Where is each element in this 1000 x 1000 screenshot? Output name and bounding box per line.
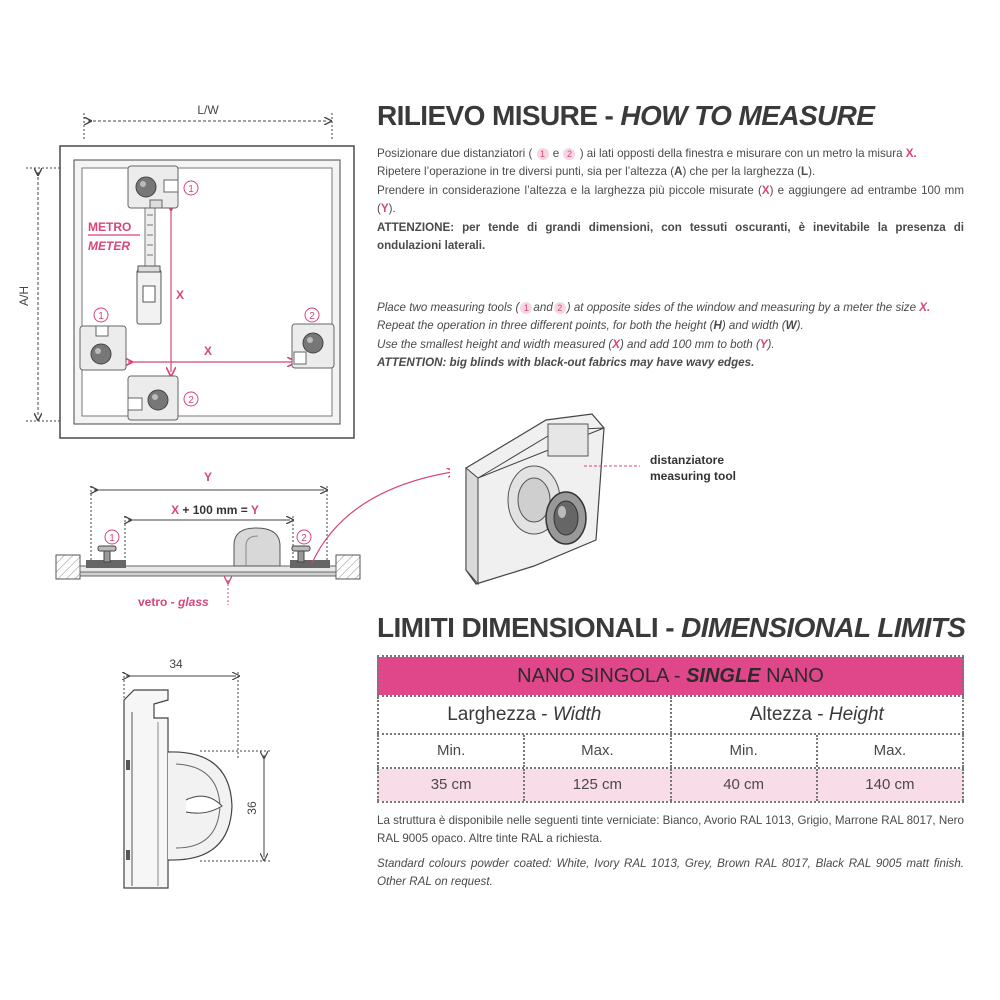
circle-1-icon: 1 [537,148,549,160]
dimensional-limits-table [377,655,964,803]
it-paragraph-1: Posizionare due distanziatori ( 1 e 2 ) ai lati opposti della finestra e misurare con un metro la misura X. [377,147,917,160]
table-header-cell: Max. [816,735,964,767]
y-label: Y [203,470,213,484]
en-paragraph-2: Repeat the operation in three different points, for both the height (H) and width (W). [377,319,804,333]
meter-label: METER [88,239,130,253]
section1-italian-text [377,145,964,255]
svg-text:2: 2 [309,311,315,322]
table-header-row [377,733,964,767]
svg-text:1: 1 [188,184,194,195]
en-paragraph-4: ATTENTION: big blinds with black-out fabrics may have wavy edges. [377,356,755,370]
svg-text:2: 2 [301,533,307,544]
table-row [377,767,964,803]
table-header-cell: Max. [523,735,669,767]
profile-height-label: 36 [245,801,259,815]
profile-width-label: 34 [169,657,183,671]
profile-drawing [100,650,300,900]
circle-2-right [305,308,319,322]
width-group-header: Larghezza - Width [377,697,670,733]
lw-label: L/W [197,103,219,117]
window-measure-diagram [0,0,370,450]
svg-text:1: 1 [98,311,104,322]
formula-label: X + 100 mm = Y [171,503,259,517]
table-cell: 40 cm [670,769,816,801]
glass-label: vetro - glass [138,595,209,609]
it-paragraph-2: Ripetere l’operazione in tre diversi punti, sia per l’altezza (A) che per la larghezza (L). [377,165,816,179]
section1-english-text [377,299,964,373]
section1-title: RILIEVO MISURE - HOW TO MEASURE [377,100,875,131]
height-group-header: Altezza - Height [670,697,965,733]
circle-1-icon: 1 [520,302,532,314]
tool-right [292,324,334,368]
table-title-row [377,655,964,695]
table-title: NANO SINGOLA - SINGLE NANO [377,657,964,695]
x-vertical-label: X [176,288,185,302]
it-paragraph-3: Prendere in considerazione l’altezza e la larghezza più piccole misurate (X) e aggiungere ad entrambe 100 mm (Y). [377,183,964,216]
en-paragraph-1: Place two measuring tools ( 1 and 2 ) at opposite sides of the window and measuring by a meter the size X. [377,301,931,314]
x-horizontal-label: X [204,344,213,358]
en-paragraph-3: Use the smallest height and width measured (X) and add 100 mm to both (Y). [377,337,775,351]
tool-top [128,166,178,208]
table-header-cell: Min. [377,735,523,767]
measuring-tool-illustration [450,400,660,600]
ah-label: A/H [17,285,31,307]
metro-label: METRO [88,220,132,234]
table-cell: 125 cm [523,769,669,801]
section2-title: LIMITI DIMENSIONALI - DIMENSIONAL LIMITS [377,612,966,643]
section-circle-1 [105,530,119,544]
svg-text:1: 1 [109,533,115,544]
tool-left [80,326,126,370]
table-cell: 35 cm [377,769,523,801]
svg-text:2: 2 [188,395,194,406]
circle-2-bottom [184,392,198,406]
circle-2-icon: 2 [563,148,575,160]
section-circle-2 [297,530,311,544]
tool-label: distanziatore measuring tool [650,453,737,483]
cross-section-diagram [0,450,450,620]
footer-italian-text: La struttura è disponibile nelle seguenti tinte verniciate: Bianco, Avorio RAL 1013, Grigio, Marrone RAL 8017, Nero RAL 9005 opaco. Altre tinte RAL a richiesta. [377,814,964,846]
table-cell: 140 cm [816,769,964,801]
footer-english-text: Standard colours powder coated: White, Ivory RAL 1013, Grey, Brown RAL 8017, Black RAL 9005 matt finish. Other RAL on request. [377,857,964,889]
circle-2-icon: 2 [554,302,566,314]
circle-1-left [94,308,108,322]
table-header-cell: Min. [670,735,816,767]
it-paragraph-4: ATTENZIONE: per tende di grandi dimensioni, con tessuti oscuranti, è inevitabile la presenza di ondulazioni laterali. [377,220,964,253]
table-group-row [377,695,964,733]
circle-1-top [184,181,198,195]
tool-bottom [128,376,178,420]
